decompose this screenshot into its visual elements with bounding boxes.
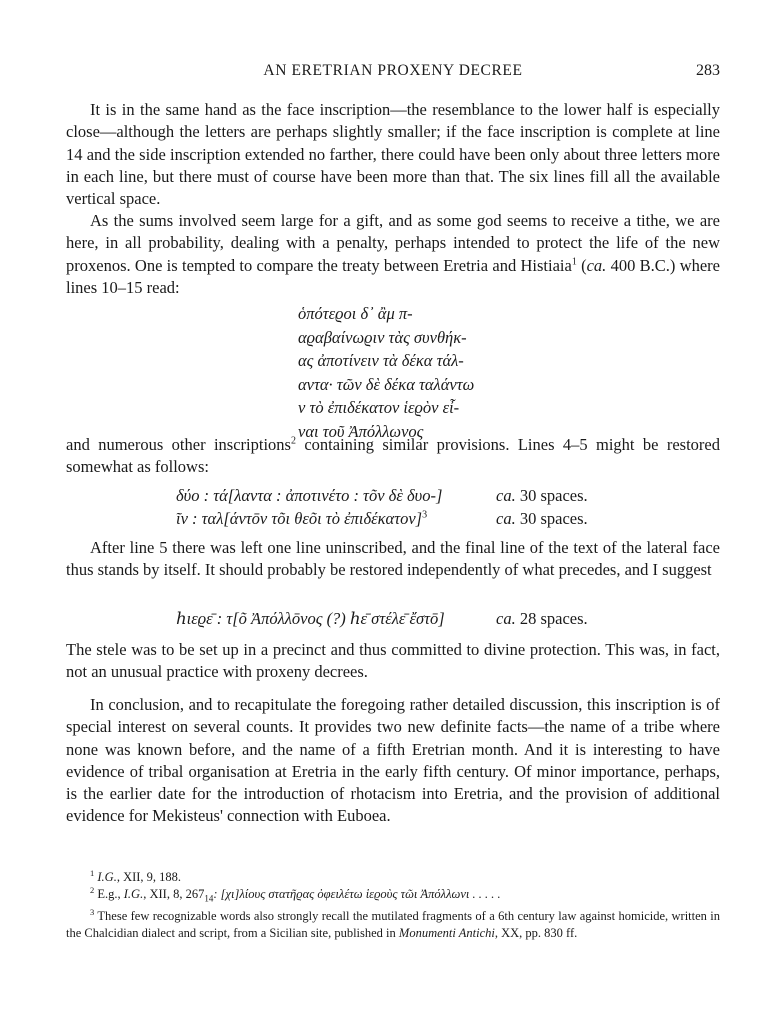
footnote-greek: : [χι]λίους στατῆϱας ὀφειλέτω ἱεϱοὺς τῶι Ἀπόλλωνι . . . . . — [213, 887, 501, 901]
space-count: 28 spaces. — [515, 609, 588, 628]
footnote-sub: 14 — [204, 893, 214, 904]
footnote-abbr: I.G. — [123, 887, 144, 901]
p2-cite: ca. — [586, 255, 607, 275]
greek-line: ναι τοῦ Ἀπόλλωνος — [298, 421, 424, 441]
paragraph-final-line: After line 5 there was left one line uninscribed, and the final line of the text of the lateral face thus stands by itself. It should probably be restored independently of what precedes, and I suggest — [66, 538, 720, 580]
restoration-greek: ℎιεϱε̄ : τ[õ Ἀπόλλōνος (?) ℎε̄ στέλε̄ ἔστō] — [176, 609, 445, 628]
greek-line: ας ἀποτίνειν τὰ δέκα τάλ- — [298, 351, 464, 370]
footnote-abbr: I.G. — [97, 870, 117, 884]
greek-line: ν τὸ ἐπιδέκατον ἱεϱὸν εἶ- — [298, 398, 460, 417]
p2-text-a: As the sums involved seem large for a gift, and as some god seems to receive a tithe, we are here, in all probability, dealing with a penalty, perhaps intended to protect the life of the new proxenos. One is tempted to compare the treaty between Eretria and Histiaia — [66, 211, 720, 275]
p2-text-b: 400 B.C.) where lines 10–15 read: — [66, 255, 720, 297]
footnote-text: These few recognizable words also strongly recall the mutilated fragments of a 6th century law against homicide, written in the Chalcidian dialect and script, from a Sicilian site, published in — [66, 908, 721, 940]
greek-treaty-quote — [298, 302, 474, 443]
restoration-note-4 — [496, 486, 588, 506]
ca-abbr: ca. — [496, 509, 516, 528]
ca-abbr: ca. — [496, 486, 516, 505]
footnote-text: , XII, 9, 188. — [116, 870, 182, 884]
restoration-note-final — [496, 609, 588, 629]
footnote-2 — [66, 886, 720, 908]
p3-text-b: containing similar provisions. Lines 4–5 might be restored somewhat as follows: — [66, 435, 721, 477]
restoration-greek: δύο : τά[λαντα : ἀποτινέτο : τõν δὲ δυο-] — [176, 486, 443, 505]
restoration-note-5 — [496, 509, 588, 529]
paragraph-stele: The stele was to be set up in a precinct and thus committed to divine protection. This was, in fact, not an unusual practice with proxeny decrees. — [66, 640, 720, 682]
p3-text-a: and numerous other inscriptions — [66, 435, 291, 454]
greek-line: ὁπότεϱοι δ᾽ ἂμ π- — [298, 304, 413, 323]
running-header — [66, 62, 720, 86]
footnote-ref-3: 3 — [422, 509, 428, 521]
ca-abbr: ca. — [496, 609, 516, 628]
paragraph-restoration-intro — [66, 434, 720, 479]
footnote-number: 2 — [90, 884, 95, 895]
paragraph-penalty: As the sums involved seem large for a gift, and as some god seems to receive a tithe, we are here, in all probability, dealing with a penalty, perhaps intended to protect the life of the new proxenos. One is tempted to compare the treaty between Eretria and Histiaia$^1$ (ca. 400 B.C.) where lines 10–15 read: — [66, 211, 720, 297]
paragraph-conclusion: In conclusion, and to recapitulate the foregoing rather detailed discussion, this inscription is of special interest on several counts. It provides two new definite facts—the name of a tribe where none was known before, and the name of a fifth Eretrian month. And it is interesting to have evidence of tribal organisation at Eretria in the early fifth century. Of minor importance, perhaps, is the earlier date for the introduction of rhotacism into Eretria, and the provision of additional evidence for Mekisteus' connection with Euboea. — [66, 695, 720, 826]
footnote-text: , XII, 8, 267 — [143, 887, 205, 901]
greek-line: αντα· τῶν δὲ δέκα ταλάντω — [298, 374, 475, 394]
footnote-journal: Monumenti Antichi — [398, 925, 495, 940]
restoration-greek: ῖν : ταλ[άντōν τõι θεõι τὸ ἐπιδέκατον] — [176, 509, 423, 528]
restoration-line-4 — [176, 486, 442, 506]
running-title: AN ERETRIAN PROXENY DECREE — [263, 62, 523, 79]
greek-line: αϱαβαίνωϱιν τὰς συνθήκ- — [298, 327, 467, 347]
footnote-3 — [66, 908, 720, 942]
footnote-ref-1: 1 — [571, 256, 577, 268]
footnote-ref-2: 2 — [290, 435, 296, 447]
footnotes — [66, 869, 720, 942]
footnote-1 — [66, 869, 720, 886]
space-count: 30 spaces. — [515, 509, 588, 528]
restoration-line-final — [176, 609, 445, 629]
footnote-number: 3 — [90, 906, 95, 917]
footnote-number: 1 — [90, 867, 95, 878]
paragraph-hand-comparison: It is in the same hand as the face inscription—the resemblance to the lower half is especially close—although the letters are perhaps slightly smaller; if the face inscription is complete at line 14 and the side inscription extended no farther, there could have been only about three letters more in each line, but there must of course have been more than that. The six lines fill all the available vertical space. — [66, 100, 720, 209]
footnote-pre: E.g., — [97, 887, 124, 901]
space-count: 30 spaces. — [515, 486, 588, 505]
page-number: 283 — [696, 62, 720, 79]
restoration-line-5 — [176, 509, 427, 529]
footnote-tail: , XX, pp. 830 ff. — [494, 925, 578, 940]
